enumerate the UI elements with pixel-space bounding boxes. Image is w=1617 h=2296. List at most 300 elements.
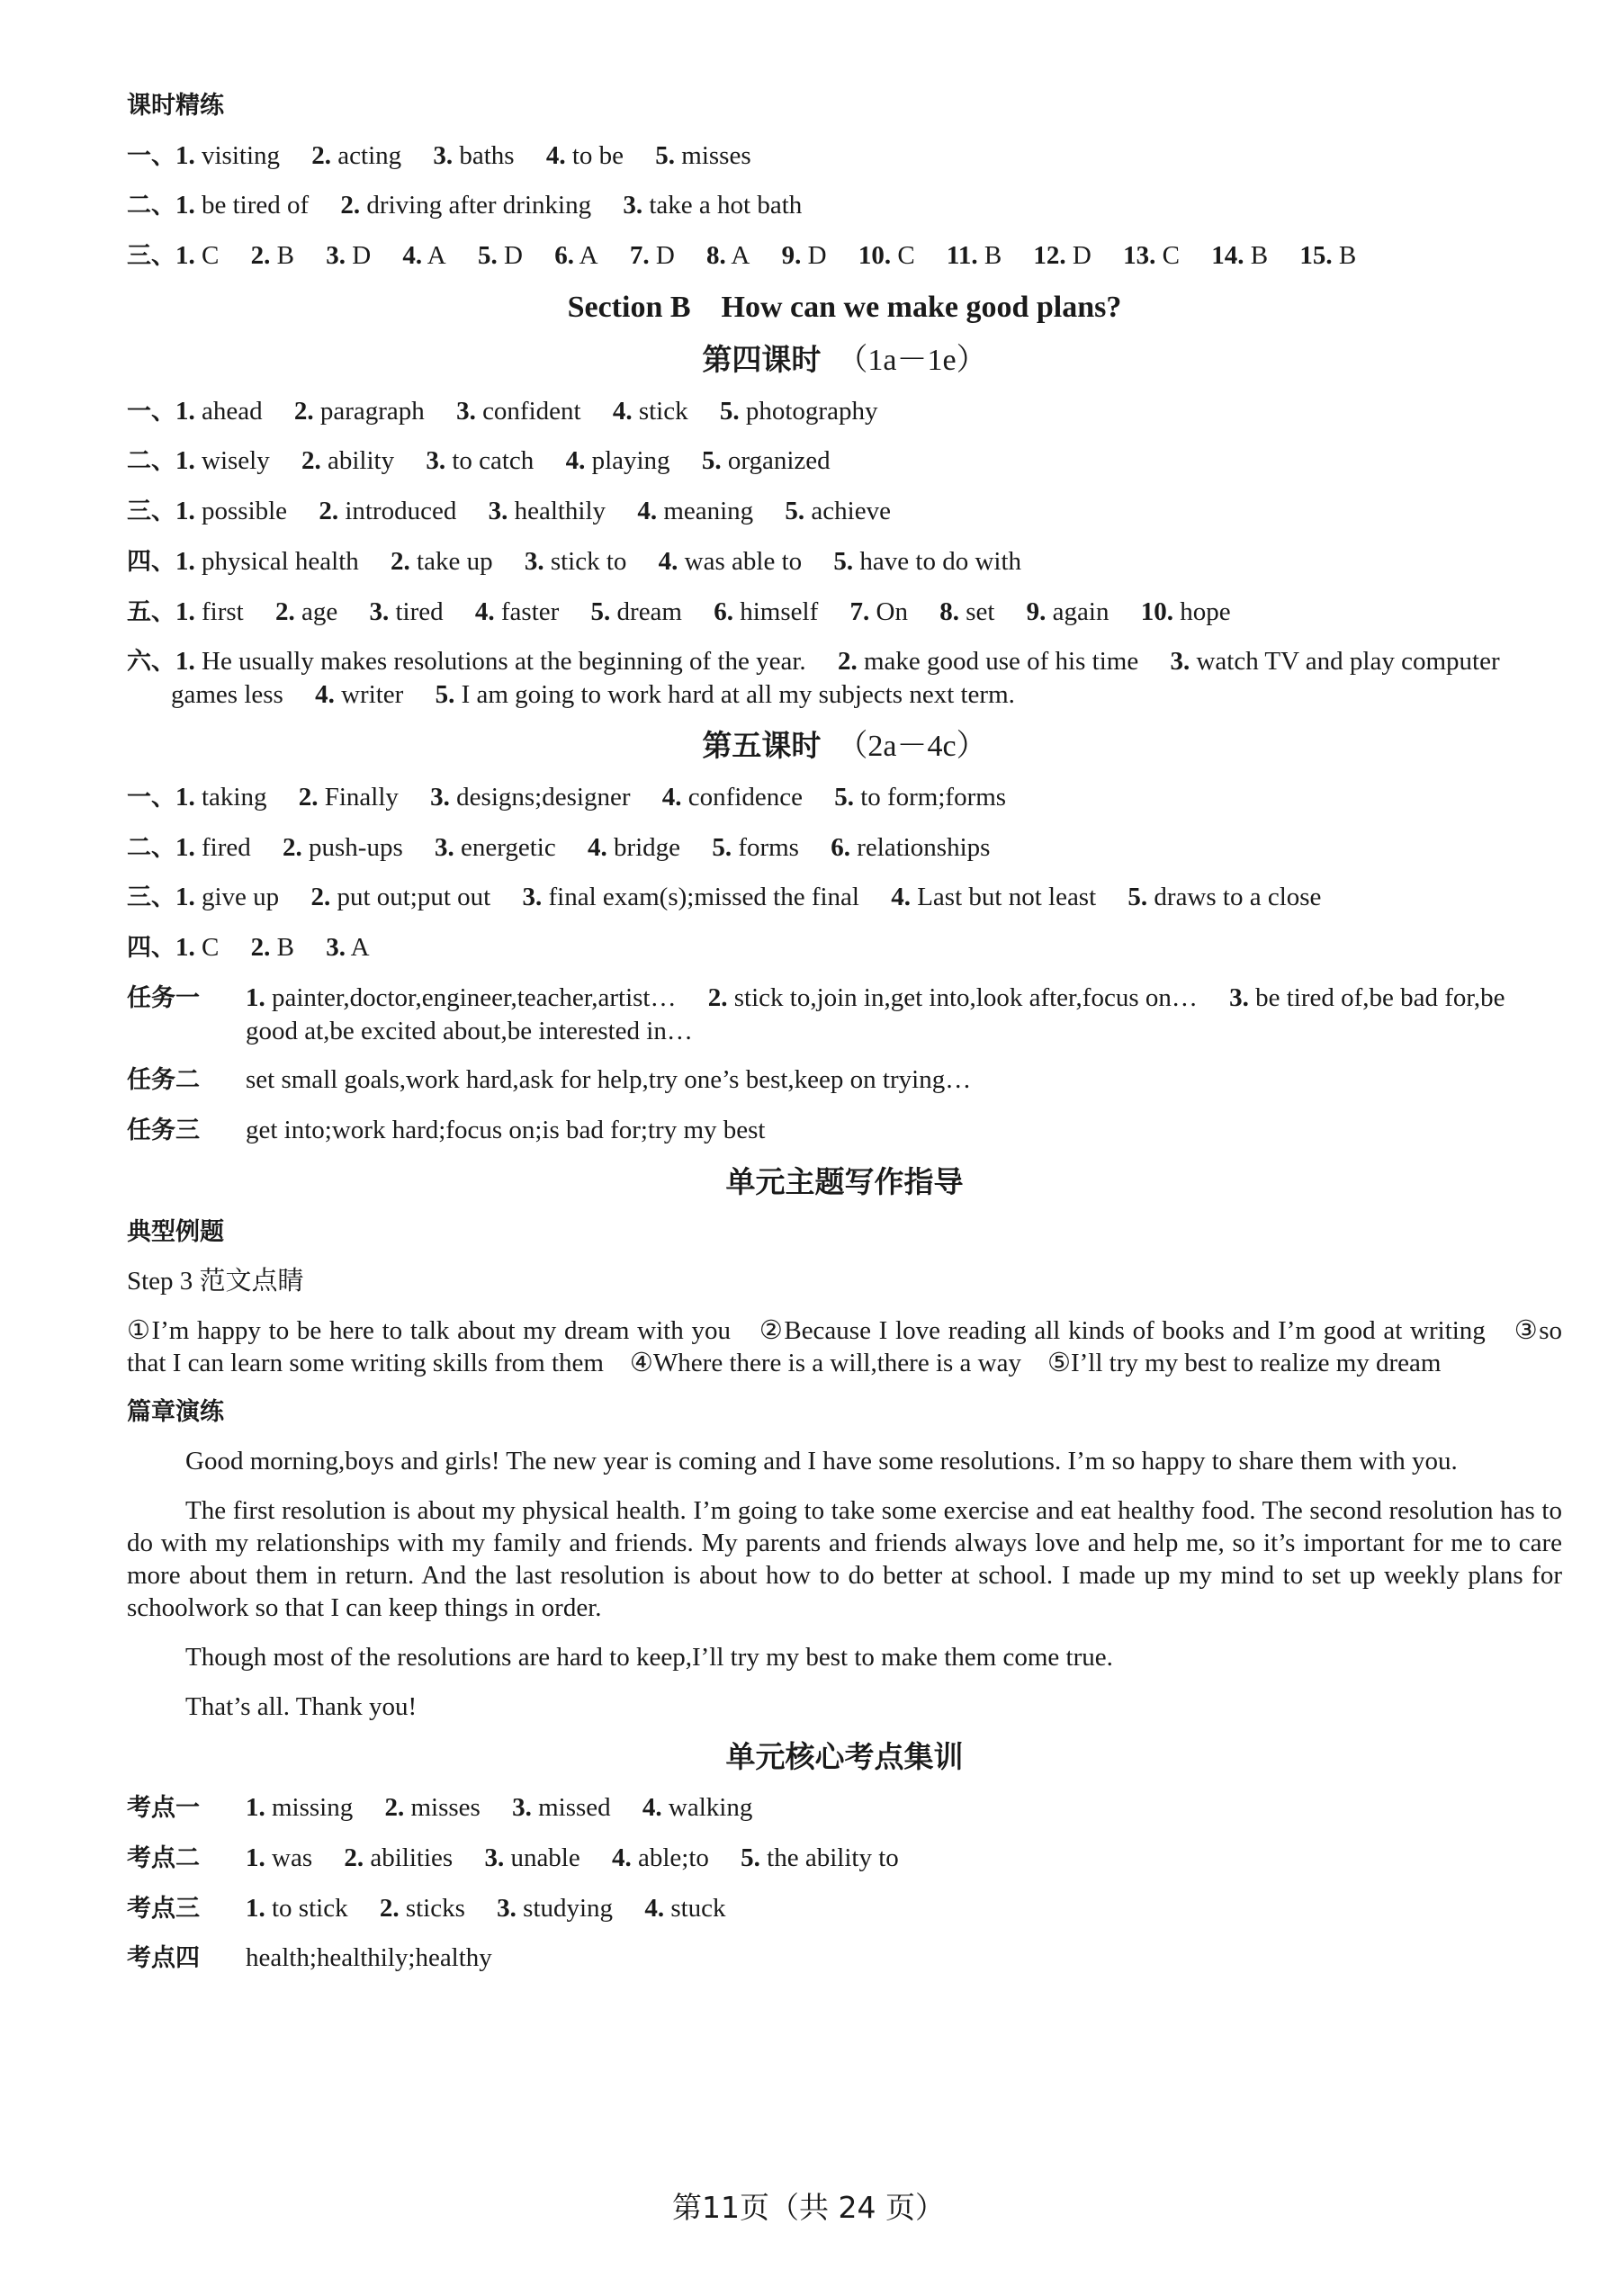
answer-item — [1211, 241, 1268, 270]
period5-title — [127, 728, 1562, 765]
item-answer: confident — [482, 396, 581, 426]
core-point-line — [127, 1842, 1562, 1875]
lesson-practice-sections — [127, 139, 1562, 273]
item-answer: faster — [500, 596, 560, 626]
item-number: 3. — [488, 497, 508, 526]
item-answer: taking — [202, 782, 267, 812]
item-answer: studying — [523, 1893, 614, 1923]
answer-item — [311, 141, 401, 170]
item-number: 5. — [741, 1843, 760, 1872]
answer-item — [588, 833, 680, 862]
section-label: 六、 — [127, 648, 175, 677]
task-label: 任务二 — [127, 1066, 200, 1095]
section-label: 一、 — [127, 783, 175, 812]
answer-item — [175, 597, 244, 626]
item-number: 1. — [175, 596, 195, 626]
section-label: 二、 — [127, 192, 175, 220]
item-answer: painter,doctor,engineer,teacher,artist… — [272, 982, 677, 1012]
answer-item — [478, 241, 523, 270]
period4-title-text: 第四课时 — [702, 341, 822, 377]
answer-item — [246, 1793, 353, 1822]
answer-item — [435, 833, 556, 862]
item-number: 1. — [246, 1843, 265, 1872]
item-answer: D — [655, 241, 675, 271]
item-answer: abilities — [370, 1843, 454, 1872]
item-number: 4. — [315, 680, 335, 710]
item-number: 1. — [246, 982, 265, 1012]
item-answer: stuck — [670, 1893, 726, 1923]
answer-item — [566, 446, 670, 475]
page-content — [127, 90, 1562, 1992]
period4-range: （1a－1e） — [837, 343, 987, 377]
answer-line — [127, 444, 1562, 478]
item-answer: again — [1052, 596, 1109, 626]
item-answer: A — [427, 241, 446, 271]
answer-line — [127, 781, 1562, 814]
section-label: 四、 — [127, 547, 175, 576]
core-point-label: 考点三 — [127, 1894, 200, 1923]
answer-item — [391, 547, 493, 576]
answer-item — [433, 141, 514, 170]
item-answer: B — [984, 241, 1002, 271]
answer-item — [630, 241, 675, 270]
item-answer: ability — [327, 446, 395, 476]
answer-item — [175, 547, 359, 576]
essay-paragraph: Though most of the resolutions are hard to keep,I’ll try my best to make them come true. — [185, 1642, 1113, 1672]
item-answer: A — [731, 241, 750, 271]
answer-item — [251, 241, 294, 270]
section-b-title: Section B How can we make good plans? — [567, 290, 1122, 324]
answer-item — [301, 446, 394, 475]
item-number: 2. — [250, 241, 271, 271]
item-answer: dream — [616, 596, 682, 626]
answer-item — [1033, 241, 1091, 270]
answer-line — [127, 881, 1562, 914]
item-answer: Finally — [324, 782, 399, 812]
item-answer: unable — [510, 1843, 580, 1872]
answer-item — [175, 933, 219, 962]
item-number: 3. — [497, 1893, 517, 1923]
item-number: 3. — [623, 191, 643, 220]
item-number: 2. — [311, 140, 332, 170]
answer-item — [275, 597, 337, 626]
item-number: 3. — [434, 832, 454, 862]
answer-item — [294, 397, 425, 426]
essay-paragraph: That’s all. Thank you! — [185, 1691, 418, 1721]
item-number: 1. — [175, 647, 195, 677]
item-answer: On — [876, 596, 908, 626]
answer-item — [525, 547, 627, 576]
answer-item — [659, 547, 802, 576]
period5-sections — [127, 781, 1562, 964]
item-answer: tired — [395, 596, 444, 626]
item-answer: able;to — [638, 1843, 709, 1872]
item-answer: was — [272, 1843, 313, 1872]
item-answer: give up — [202, 883, 280, 912]
item-answer: missed — [538, 1793, 611, 1823]
item-number: 5. — [590, 596, 611, 626]
item-number: 5. — [712, 832, 732, 862]
answer-item — [785, 497, 891, 525]
item-answer: introduced — [345, 497, 457, 526]
item-number: 9. — [781, 241, 802, 271]
answer-item — [891, 883, 1096, 911]
answer-item — [662, 783, 803, 812]
item-number: 2. — [250, 932, 271, 962]
answer-item — [175, 647, 806, 676]
item-answer: misses — [410, 1793, 481, 1823]
item-answer: energetic — [460, 832, 556, 862]
item-number: 14. — [1211, 241, 1244, 271]
answer-item — [246, 1843, 312, 1872]
answer-item — [456, 397, 581, 426]
item-answer: stick to — [550, 546, 627, 576]
item-answer: himself — [740, 596, 819, 626]
answer-item — [939, 597, 994, 626]
item-answer: relationships — [857, 832, 991, 862]
item-answer: set — [966, 596, 995, 626]
item-number: 15. — [1299, 241, 1333, 271]
answer-item — [512, 1793, 611, 1822]
item-answer: sticks — [405, 1893, 465, 1923]
answer-item — [430, 783, 630, 812]
item-number: 3. — [512, 1793, 532, 1823]
item-answer: writer — [341, 680, 404, 710]
item-answer: to be — [571, 140, 624, 170]
core-point-answer: health;healthily;healthy — [246, 1943, 492, 1973]
item-answer: walking — [668, 1793, 753, 1823]
answer-item — [947, 241, 1002, 270]
answer-item — [612, 1843, 709, 1872]
answer-item — [712, 833, 799, 862]
answer-item — [175, 241, 219, 270]
item-answer: stick to,join in,get into,look after,focus on… — [733, 982, 1198, 1012]
section-label: 三、 — [127, 883, 175, 912]
answer-item — [326, 241, 371, 270]
answer-item — [714, 597, 818, 626]
answer-item — [720, 397, 878, 426]
section-label: 三、 — [127, 498, 175, 526]
answer-item — [251, 933, 294, 962]
answer-item — [644, 1894, 725, 1923]
item-answer: stick — [638, 396, 688, 426]
item-number: 1. — [246, 1893, 265, 1923]
core-point-label: 考点二 — [127, 1843, 200, 1872]
answer-line — [127, 189, 1562, 222]
answer-item — [838, 647, 1138, 676]
item-number: 9. — [1026, 596, 1047, 626]
answer-item — [623, 191, 802, 220]
item-answer: be tired of — [202, 191, 310, 220]
item-answer: acting — [337, 140, 402, 170]
section-label: 五、 — [127, 597, 175, 626]
answer-item — [326, 933, 369, 962]
item-answer: ahead — [202, 396, 263, 426]
item-number: 3. — [326, 241, 346, 271]
item-answer: to stick — [272, 1893, 348, 1923]
answer-item — [1299, 241, 1356, 270]
item-answer: misses — [681, 140, 751, 170]
step-text: ①I’m happy to be here to talk about my dream with you ②Because I love reading all kinds of books and I’m good at writing ③so that I can learn some writing skills from them ④Where there is a will,there is a way ⑤I’ll try my best to realize my dream — [127, 1316, 1562, 1378]
section-label: 二、 — [127, 447, 175, 476]
task-answer: set small goals,work hard,ask for help,try one’s best,keep on trying… — [246, 1065, 972, 1095]
item-answer: paragraph — [319, 396, 425, 426]
item-number: 5. — [435, 680, 455, 710]
lesson-practice-heading: 课时精练 — [127, 92, 224, 120]
answer-item — [475, 597, 559, 626]
item-number: 4. — [474, 596, 495, 626]
section-label: 二、 — [127, 833, 175, 862]
item-answer: playing — [591, 446, 670, 476]
answer-line — [127, 645, 1562, 711]
task-answer: get into;work hard;focus on;is bad for;try my best — [246, 1116, 766, 1144]
item-answer: organized — [727, 446, 831, 476]
item-answer: hope — [1180, 596, 1231, 626]
answer-item — [655, 141, 750, 170]
item-answer: D — [807, 241, 827, 271]
answer-item — [637, 497, 753, 525]
answer-line — [127, 931, 1562, 964]
core-title: 单元核心考点集训 — [725, 1739, 964, 1775]
item-number: 13. — [1123, 241, 1156, 271]
answer-line — [127, 239, 1562, 273]
item-number: 1. — [175, 241, 195, 271]
essay-paragraphs — [127, 1445, 1562, 1722]
core-points — [127, 1791, 1562, 1975]
item-answer: Last but not least — [917, 883, 1097, 912]
item-number: 3. — [1170, 647, 1190, 677]
answer-item — [315, 680, 403, 709]
item-number: 2. — [391, 546, 410, 576]
item-number: 1. — [175, 782, 195, 812]
answer-item — [369, 597, 443, 626]
core-point-line — [127, 1892, 1562, 1925]
answer-item — [613, 397, 688, 426]
item-answer: C — [897, 241, 915, 271]
item-answer: photography — [745, 396, 878, 426]
essay-paragraph: Good morning,boys and girls! The new year is coming and I have some resolutions. I’m so happy to share them with you. — [185, 1447, 1458, 1476]
item-number: 8. — [939, 596, 959, 626]
answer-item — [833, 547, 1021, 576]
answer-item — [591, 597, 682, 626]
item-answer: first — [202, 596, 244, 626]
item-number: 1. — [175, 191, 195, 220]
item-answer: B — [1250, 241, 1269, 271]
answer-item — [246, 983, 676, 1012]
item-number: 1. — [175, 546, 195, 576]
item-answer: baths — [459, 140, 515, 170]
item-number: 2. — [319, 497, 339, 526]
period4-sections — [127, 395, 1562, 711]
answer-item — [831, 833, 990, 862]
answer-item — [380, 1894, 465, 1923]
task-line — [127, 982, 1562, 1047]
answer-item — [175, 141, 280, 170]
item-number: 5. — [833, 546, 854, 576]
item-answer: A — [579, 241, 598, 271]
item-number: 3. — [430, 782, 450, 812]
item-number: 2. — [707, 982, 728, 1012]
task-line — [127, 1114, 1562, 1147]
answer-item — [299, 783, 399, 812]
answer-item — [546, 141, 624, 170]
item-answer: confidence — [687, 782, 803, 812]
item-answer: age — [301, 596, 338, 626]
task-label: 任务三 — [127, 1117, 200, 1144]
answer-item — [175, 783, 267, 812]
item-number: 8. — [706, 241, 726, 271]
item-answer: A — [350, 932, 370, 962]
essay-paragraph: The first resolution is about my physical health. I’m going to take some exercise and eat healthy food. The second resolution has to do with my relationships with my family and friends. My parents and friends always love and help me, so it’s important for me to care more about them in return. And the last resolution is about how to do better at school. I made up my mind to set up weekly plans for schoolwork so that I can keep things in order. — [127, 1496, 1562, 1623]
item-number: 3. — [524, 546, 544, 576]
item-number: 1. — [175, 140, 195, 170]
item-answer: meaning — [663, 497, 754, 526]
item-number: 4. — [612, 396, 633, 426]
core-point-label: 考点一 — [127, 1794, 200, 1823]
answer-item — [175, 446, 270, 475]
item-answer: D — [504, 241, 523, 271]
answer-item — [706, 241, 750, 270]
answer-item — [834, 783, 1006, 812]
item-number: 4. — [661, 782, 682, 812]
item-answer: D — [1072, 241, 1091, 271]
answer-item — [246, 1894, 348, 1923]
item-answer: bridge — [613, 832, 681, 862]
item-number: 4. — [658, 546, 678, 576]
answer-item — [782, 241, 827, 270]
item-number: 4. — [644, 1893, 665, 1923]
period5-range: （2a－4c） — [837, 729, 987, 763]
item-answer: watch TV and play computer games less — [171, 647, 1500, 710]
item-number: 5. — [478, 241, 498, 271]
item-number: 7. — [849, 596, 870, 626]
item-number: 2. — [301, 446, 321, 476]
answer-item — [484, 1843, 579, 1872]
item-answer: driving after drinking — [366, 191, 592, 220]
item-answer: was able to — [684, 546, 803, 576]
item-number: 2. — [344, 1843, 364, 1872]
item-answer: take up — [417, 546, 493, 576]
answer-item — [554, 241, 597, 270]
answer-line — [127, 495, 1562, 528]
item-number: 5. — [655, 140, 676, 170]
answer-item — [175, 833, 251, 862]
item-answer: missing — [272, 1793, 354, 1823]
item-answer: He usually makes resolutions at the beginning of the year. — [202, 647, 806, 677]
item-number: 2. — [283, 832, 302, 862]
item-number: 10. — [858, 241, 892, 271]
item-answer: physical health — [202, 546, 359, 576]
item-number: 4. — [612, 1843, 632, 1872]
item-number: 6. — [554, 241, 574, 271]
item-number: 2. — [384, 1793, 405, 1823]
item-number: 1. — [246, 1793, 265, 1823]
item-answer: forms — [738, 832, 799, 862]
item-number: 2. — [379, 1893, 400, 1923]
item-answer: possible — [202, 497, 288, 526]
item-answer: B — [1338, 241, 1357, 271]
page-footer: 第11页（共 24 页） — [672, 2190, 945, 2225]
answer-item — [1141, 597, 1231, 626]
item-number: 4. — [642, 1793, 662, 1823]
item-answer: be tired of,be bad for,be good at,be excited about,be interested in… — [246, 982, 1505, 1045]
item-answer: achieve — [811, 497, 891, 526]
item-number: 4. — [545, 140, 566, 170]
item-answer: final exam(s);missed the final — [548, 883, 859, 912]
answer-item — [175, 883, 279, 911]
answer-item — [850, 597, 908, 626]
answer-item — [489, 497, 606, 525]
answer-line — [127, 395, 1562, 428]
answer-item — [426, 446, 534, 475]
answer-line — [127, 545, 1562, 578]
step-label: Step 3 范文点睛 — [127, 1267, 304, 1296]
answer-item — [344, 1843, 453, 1872]
item-answer: to form;forms — [860, 782, 1007, 812]
answer-item — [1127, 883, 1321, 911]
item-number: 3. — [433, 140, 454, 170]
item-number: 2. — [293, 396, 314, 426]
answer-item — [175, 497, 287, 525]
item-number: 4. — [637, 497, 658, 526]
practice-heading: 篇章演练 — [127, 1397, 224, 1426]
item-answer: C — [202, 241, 220, 271]
section-label: 四、 — [127, 933, 175, 962]
item-number: 4. — [891, 883, 911, 912]
answer-line — [127, 831, 1562, 865]
item-answer: B — [276, 241, 294, 271]
core-point-line — [127, 1791, 1562, 1825]
item-number: 6. — [831, 832, 850, 862]
item-answer: C — [1162, 241, 1180, 271]
item-answer: take a hot bath — [649, 191, 803, 220]
answer-item — [319, 497, 456, 525]
answer-item — [385, 1793, 481, 1822]
item-answer: healthily — [514, 497, 606, 526]
item-number: 4. — [565, 446, 586, 476]
item-answer: B — [276, 932, 294, 962]
answer-item — [1027, 597, 1109, 626]
answer-item — [175, 191, 309, 220]
period5-title-text: 第五课时 — [702, 727, 822, 763]
item-number: 2. — [274, 596, 295, 626]
writing-title: 单元主题写作指导 — [725, 1163, 964, 1199]
item-number: 4. — [402, 241, 423, 271]
answer-item — [310, 883, 490, 911]
example-heading: 典型例题 — [127, 1217, 224, 1246]
item-number: 7. — [629, 241, 650, 271]
answer-item — [858, 241, 915, 270]
item-answer: wisely — [202, 446, 270, 476]
item-answer: make good use of his time — [863, 647, 1139, 677]
item-number: 11. — [946, 241, 978, 271]
item-number: 1. — [175, 497, 195, 526]
item-number: 3. — [326, 932, 346, 962]
core-point-line — [127, 1942, 1562, 1975]
item-answer: C — [202, 932, 220, 962]
answer-item — [175, 397, 263, 426]
item-number: 2. — [837, 647, 858, 677]
item-number: 10. — [1140, 596, 1173, 626]
section-label: 一、 — [127, 397, 175, 426]
item-number: 3. — [484, 1843, 505, 1872]
item-number: 1. — [175, 832, 195, 862]
item-answer: draws to a close — [1154, 883, 1322, 912]
item-answer: put out;put out — [337, 883, 491, 912]
item-number: 3. — [456, 396, 476, 426]
section-label: 三、 — [127, 242, 175, 271]
answer-line — [127, 139, 1562, 173]
